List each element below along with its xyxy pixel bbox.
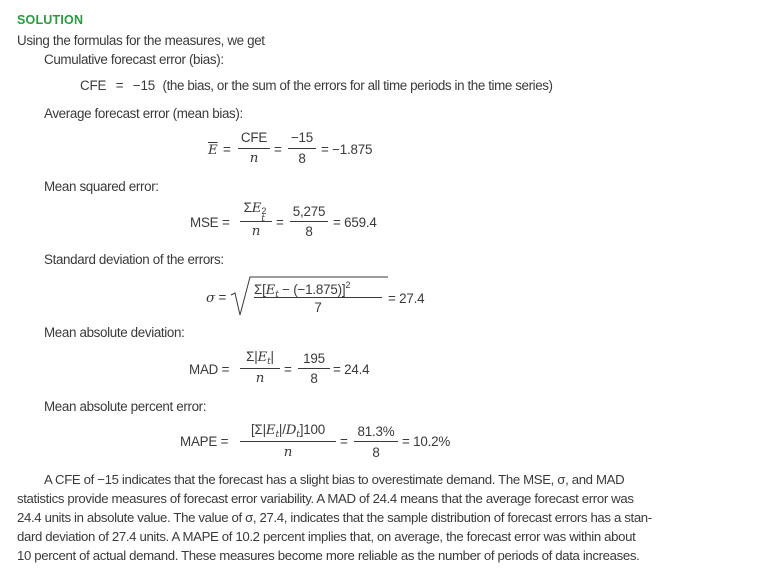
mape-den1: n <box>283 445 293 460</box>
mean-bias-label: Average forecast error (mean bias): <box>44 106 243 121</box>
mean-bias-result: = −1.875 <box>321 142 373 157</box>
intro-text: Using the formulas for the measures, we get <box>17 33 265 48</box>
sd-result: = 27.4 <box>388 291 425 306</box>
paragraph-line-3: 24.4 units in absolute value. The value of σ, 27.4, indicates that the sample distribution of forecast errors has a stan- <box>17 510 652 525</box>
paragraph-line-1: A CFE of −15 indicates that the forecast has a slight bias to overestimate demand. The MSE, σ, and MAD <box>44 472 625 487</box>
mean-bias-den1: n <box>249 151 259 166</box>
mean-bias-fraction-bar-2 <box>288 148 316 149</box>
sd-label: Standard deviation of the errors: <box>44 252 224 267</box>
mse-den1: n <box>251 224 261 239</box>
mape-fraction-bar-2 <box>354 441 398 442</box>
mape-fraction-bar-1 <box>240 441 336 442</box>
mean-bias-equals-2: = <box>274 142 282 157</box>
mse-num1: ΣE 2 t <box>243 200 267 224</box>
cfe-equation <box>80 79 553 92</box>
cfe-label: Cumulative forecast error (bias): <box>44 52 224 67</box>
mse-num2: 5,275 <box>292 204 326 219</box>
mad-num2: 195 <box>303 351 325 366</box>
mad-equals-2: = <box>284 362 292 377</box>
paragraph-line-5: 10 percent of actual demand. These measures become more reliable as the number of periods of data increases. <box>17 548 640 563</box>
mape-label: Mean absolute percent error: <box>44 399 207 414</box>
sd-lhs: σ = <box>206 290 227 306</box>
mape-num2: 81.3% <box>357 424 395 439</box>
cfe-note: (the bias, or the sum of the errors for all time periods in the time series) <box>162 78 553 93</box>
mean-bias-num2: −15 <box>290 130 314 145</box>
mad-den2: 8 <box>310 371 318 386</box>
cfe-equals: = <box>115 78 124 93</box>
mape-den2: 8 <box>372 445 380 460</box>
paragraph-line-2: statistics provide measures of forecast error variability. A MAD of 24.4 means that the average forecast error was <box>17 491 634 506</box>
mse-fraction-bar-1 <box>240 221 272 222</box>
mape-result: = 10.2% <box>402 434 451 449</box>
mape-equals-2: = <box>340 434 348 449</box>
sd-den: 7 <box>314 300 322 315</box>
mean-bias-den2: 8 <box>298 151 306 166</box>
sd-numerator: $\Sigma[E_t - (-1.875)]^2$ <box>254 280 351 300</box>
mean-bias-lhs: $\overline{E}$ <box>208 143 218 158</box>
mape-lhs: MAPE = <box>180 434 229 449</box>
mad-fraction-bar-2 <box>298 368 330 369</box>
mad-result: = 24.4 <box>333 362 370 377</box>
mad-num1: $\Sigma|E_t|$ <box>246 349 274 367</box>
mad-lhs: MAD = <box>189 362 230 377</box>
mean-bias-equals-1: = <box>223 142 231 157</box>
sd-fraction-bar <box>254 297 382 298</box>
cfe-lhs: CFE <box>80 78 107 93</box>
mse-lhs: MSE = <box>190 215 230 230</box>
mad-fraction-bar-1 <box>240 368 280 369</box>
mad-den1: n <box>255 371 265 386</box>
cfe-value: −15 <box>132 78 155 93</box>
mean-bias-fraction-bar-1 <box>238 148 270 149</box>
mad-label: Mean absolute deviation: <box>44 325 185 340</box>
mape-num1: $[\Sigma|E_t|/D_t]100$ <box>251 422 325 440</box>
paragraph-line-4: dard deviation of 27.4 units. A MAPE of 10.2 percent implies that, on average, the forecast error was within about <box>17 529 636 544</box>
mse-label: Mean squared error: <box>44 179 159 194</box>
mse-result: = 659.4 <box>333 215 377 230</box>
mse-den2: 8 <box>305 224 313 239</box>
solution-heading: SOLUTION <box>17 13 84 27</box>
mse-equals-2: = <box>276 215 284 230</box>
mean-bias-num1: CFE <box>240 130 268 145</box>
mse-fraction-bar-2 <box>290 221 328 222</box>
